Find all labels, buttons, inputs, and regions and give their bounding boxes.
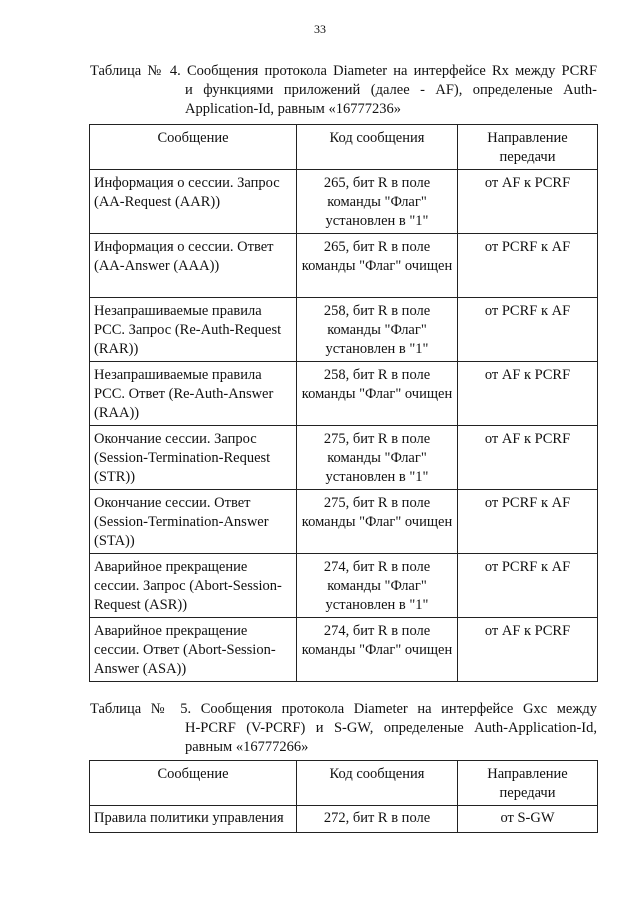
table5-caption-lead: Таблица № 5.	[90, 701, 192, 717]
page-number: 33	[314, 22, 326, 36]
direction-cell: от PCRF к AF	[458, 298, 598, 362]
direction-cell: от AF к PCRF	[458, 362, 598, 426]
message-cell: Информация о сессии. Ответ (AA-Answer (AAA))	[90, 234, 297, 298]
table-row	[90, 554, 598, 618]
message-cell: Правила политики управления	[90, 806, 297, 833]
table-row	[90, 170, 598, 234]
message-cell: Аварийное прекращение сессии. Запрос (Abort-Session-Request (ASR))	[90, 554, 297, 618]
table4-caption	[90, 62, 597, 119]
table5-header-direction: Направление передачи	[458, 761, 598, 806]
code-cell: 275, бит R в поле команды "Флаг" очищен	[297, 490, 458, 554]
message-cell: Окончание сессии. Ответ (Session-Termination-Answer (STA))	[90, 490, 297, 554]
table5-header-message: Сообщение	[90, 761, 297, 806]
table5-caption-line1-text: Сообщения протокола Diameter на интерфейсе Gxc между	[200, 701, 598, 717]
code-cell: 272, бит R в поле	[297, 806, 458, 833]
code-cell: 265, бит R в поле команды "Флаг" очищен	[297, 234, 458, 298]
table4-caption-line2: и функциями приложений (далее - AF), определеные Auth-	[185, 82, 597, 98]
table-row	[90, 426, 598, 490]
table5	[89, 760, 598, 833]
table5-header-row	[90, 761, 598, 806]
message-cell: Информация о сессии. Запрос (AA-Request (AAR))	[90, 170, 297, 234]
table-row	[90, 618, 598, 682]
table4-caption-rest	[90, 81, 597, 119]
table5-caption-line3: равным «16777266»	[185, 739, 309, 755]
table4	[89, 124, 598, 682]
table4-caption-lead: Таблица № 4.	[90, 63, 181, 79]
table4-header-row	[90, 125, 598, 170]
message-cell: Незапрашиваемые правила PCC. Запрос (Re-Auth-Request (RAR))	[90, 298, 297, 362]
code-cell: 265, бит R в поле команды "Флаг" установлен в "1"	[297, 170, 458, 234]
direction-cell: от PCRF к AF	[458, 554, 598, 618]
direction-cell: от AF к PCRF	[458, 170, 598, 234]
direction-cell: от S-GW	[458, 806, 598, 833]
direction-cell: от PCRF к AF	[458, 234, 598, 298]
code-cell: 274, бит R в поле команды "Флаг" очищен	[297, 618, 458, 682]
table5-caption-line2: H-PCRF (V-PCRF) и S-GW, определеные Auth-Application-Id,	[185, 720, 597, 736]
code-cell: 275, бит R в поле команды "Флаг" установлен в "1"	[297, 426, 458, 490]
table-row	[90, 490, 598, 554]
table-row	[90, 362, 598, 426]
direction-cell: от PCRF к AF	[458, 490, 598, 554]
code-cell: 258, бит R в поле команды "Флаг" установлен в "1"	[297, 298, 458, 362]
table5-caption-rest	[90, 719, 597, 757]
table4-caption-line3: Application-Id, равным «16777236»	[185, 101, 401, 117]
table5-caption-line1	[90, 700, 597, 719]
table4-header-message: Сообщение	[90, 125, 297, 170]
table4-header-direction: Направление передачи	[458, 125, 598, 170]
table-row	[90, 234, 598, 298]
table4-header-code: Код сообщения	[297, 125, 458, 170]
table-row	[90, 806, 598, 833]
table-row	[90, 298, 598, 362]
message-cell: Незапрашиваемые правила PCC. Ответ (Re-Auth-Answer (RAA))	[90, 362, 297, 426]
table4-caption-line1	[90, 62, 597, 81]
message-cell: Аварийное прекращение сессии. Ответ (Abort-Session-Answer (ASA))	[90, 618, 297, 682]
table4-caption-line1-text: Сообщения протокола Diameter на интерфейсе Rx между PCRF	[186, 63, 598, 79]
code-cell: 258, бит R в поле команды "Флаг" очищен	[297, 362, 458, 426]
direction-cell: от AF к PCRF	[458, 426, 598, 490]
table5-header-code: Код сообщения	[297, 761, 458, 806]
direction-cell: от AF к PCRF	[458, 618, 598, 682]
table5-caption	[90, 700, 597, 757]
code-cell: 274, бит R в поле команды "Флаг" установлен в "1"	[297, 554, 458, 618]
message-cell: Окончание сессии. Запрос (Session-Termination-Request (STR))	[90, 426, 297, 490]
